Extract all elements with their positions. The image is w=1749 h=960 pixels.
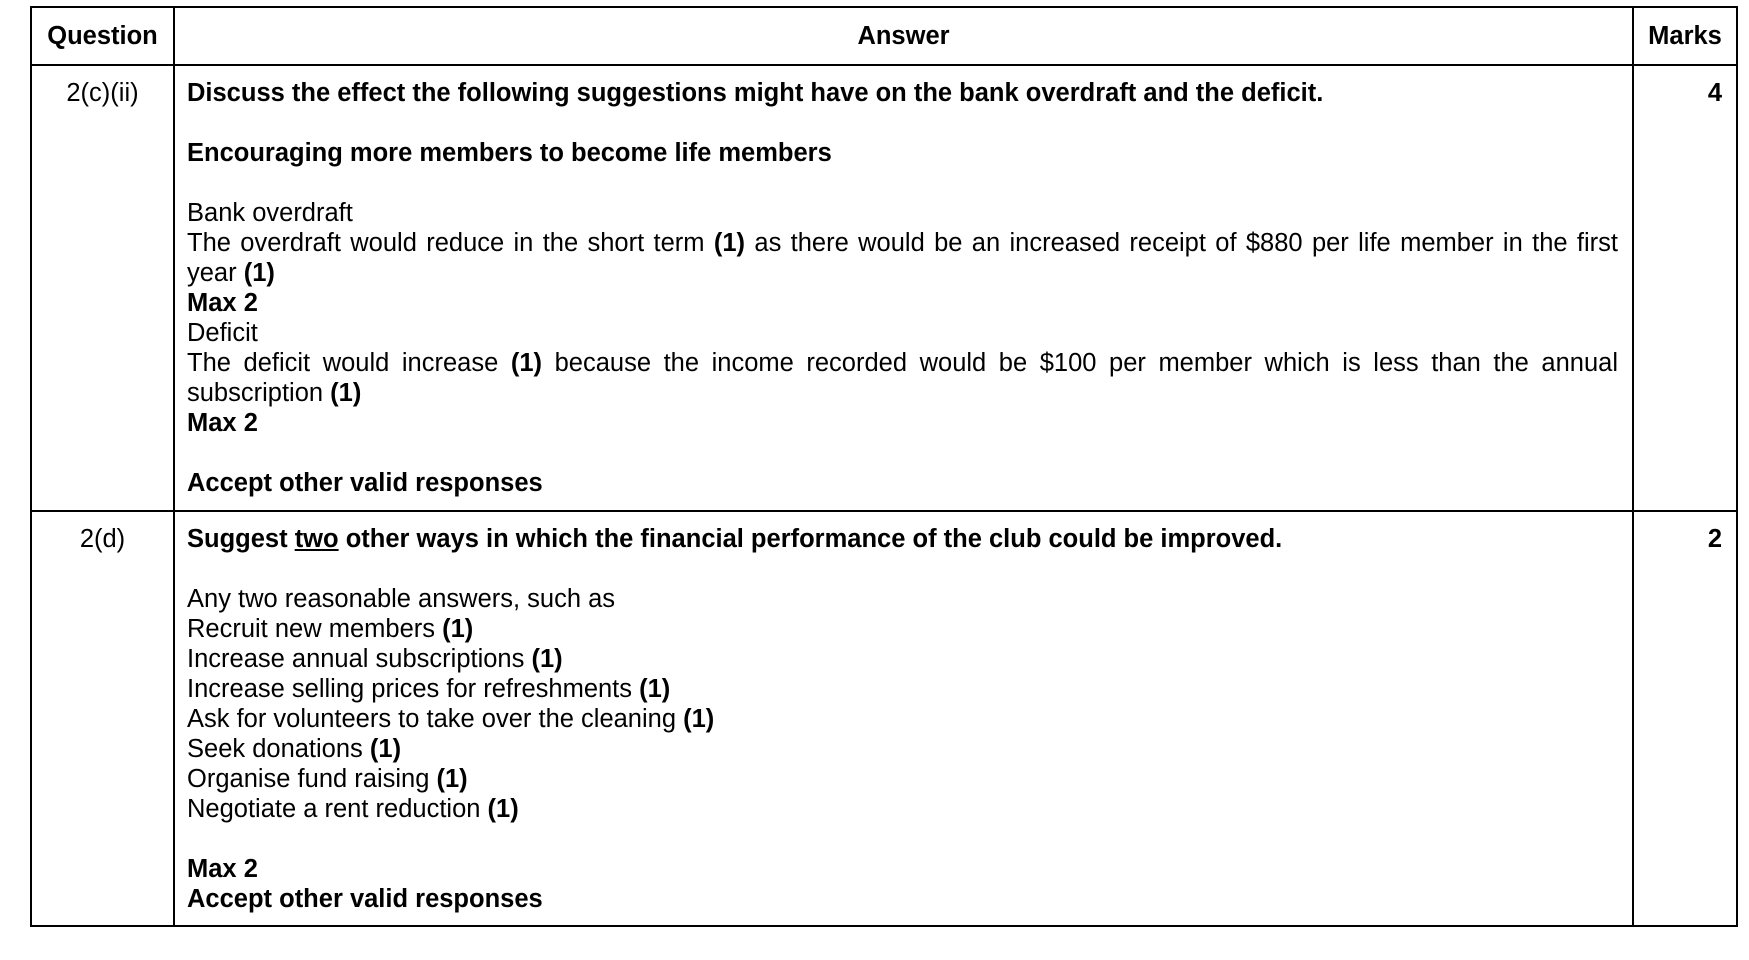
deficit-heading: Deficit <box>187 319 258 347</box>
overdraft-max: Max 2 <box>187 289 258 317</box>
accept-note: Accept other valid responses <box>187 469 543 497</box>
deficit-explanation: The deficit would increase (1) because the income recorded would be $100 per member which is less than the annual subscription (1) <box>187 349 1618 407</box>
question-row-2d <box>31 511 1737 926</box>
question-number: 2(d) <box>31 511 174 926</box>
header-row <box>31 7 1737 65</box>
list-item: Seek donations (1) <box>187 735 402 763</box>
marks-value: 4 <box>1633 65 1737 511</box>
deficit-max: Max 2 <box>187 409 258 437</box>
answer-column-header: Answer <box>174 7 1633 65</box>
accept-note: Accept other valid responses <box>187 885 543 913</box>
question-row-2c-ii <box>31 65 1737 511</box>
question-column-header: Question <box>31 7 174 65</box>
list-item: Organise fund raising (1) <box>187 765 468 793</box>
suggestion-heading: Encouraging more members to become life members <box>187 139 832 167</box>
list-item: Increase annual subscriptions (1) <box>187 645 563 673</box>
question-number: 2(c)(ii) <box>31 65 174 511</box>
mark-scheme-table <box>30 6 1738 927</box>
list-item: Ask for volunteers to take over the cleaning (1) <box>187 705 715 733</box>
answers-max: Max 2 <box>187 855 258 883</box>
answer-list <box>187 614 1618 824</box>
answer-cell <box>174 511 1633 926</box>
marks-value: 2 <box>1633 511 1737 926</box>
answer-cell <box>174 65 1633 511</box>
overdraft-heading: Bank overdraft <box>187 199 353 227</box>
list-item: Increase selling prices for refreshments (1) <box>187 675 671 703</box>
overdraft-explanation: The overdraft would reduce in the short term (1) as there would be an increased receipt of $880 per life member in the first year (1) <box>187 229 1618 287</box>
question-prompt: Discuss the effect the following suggestions might have on the bank overdraft and the deficit. <box>187 79 1324 107</box>
marks-column-header: Marks <box>1633 7 1737 65</box>
list-item: Negotiate a rent reduction (1) <box>187 795 519 823</box>
question-prompt: Suggest two other ways in which the financial performance of the club could be improved. <box>187 525 1283 553</box>
list-item: Recruit new members (1) <box>187 615 474 643</box>
answers-intro: Any two reasonable answers, such as <box>187 585 616 613</box>
